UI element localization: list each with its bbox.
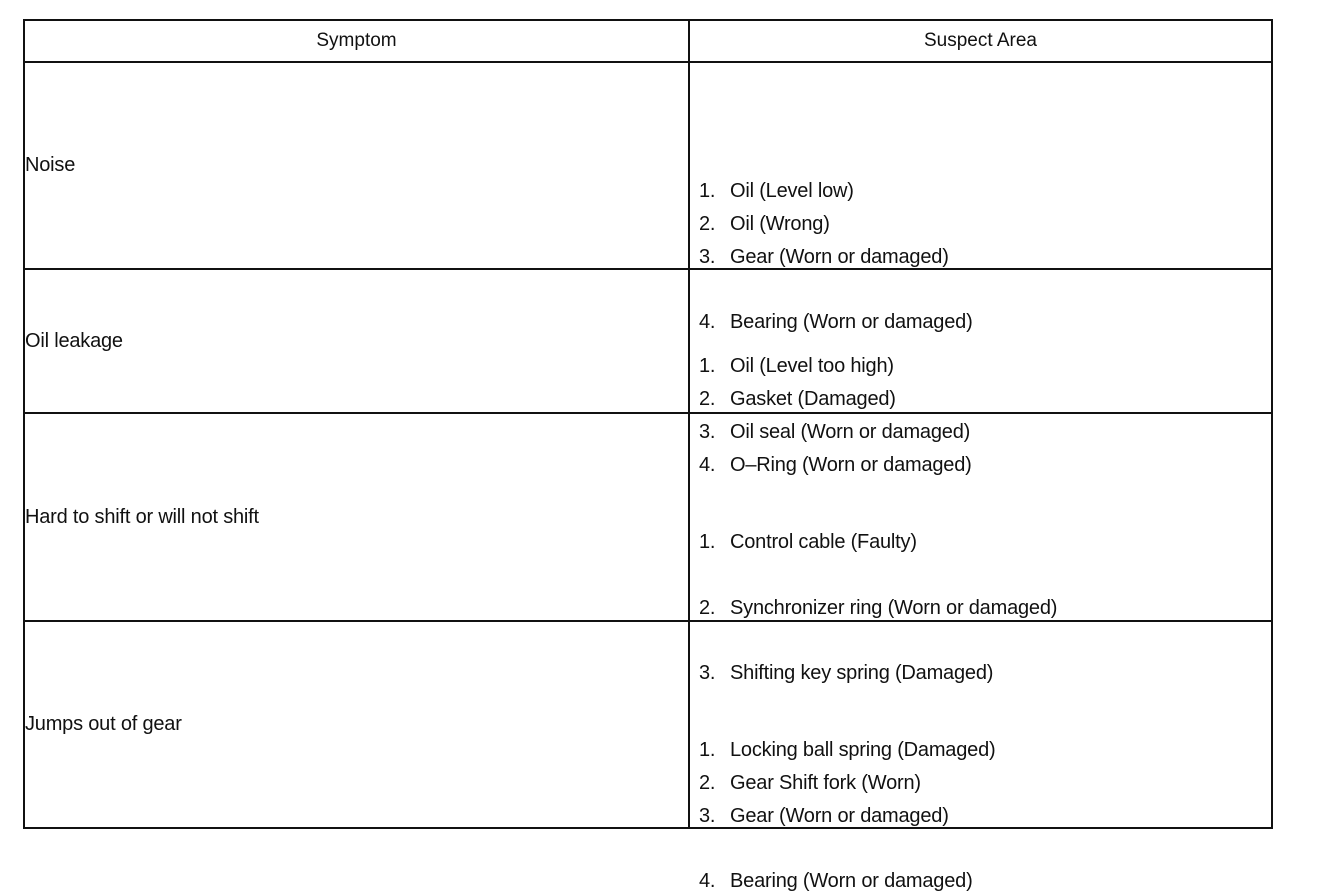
symptom-cell: Hard to shift or will not shift (24, 413, 689, 621)
list-item (699, 311, 973, 334)
list-item (699, 421, 970, 444)
item-number: 3. (699, 245, 716, 268)
item-number: 2. (699, 597, 716, 619)
item-text: Oil seal (Worn or damaged) (730, 421, 971, 443)
item-text: Bearing (Worn or damaged) (730, 869, 973, 892)
suspect-area-cell (689, 621, 1272, 892)
item-number: 4. (699, 454, 716, 476)
table-row (24, 621, 1272, 828)
item-text: Gasket (Damaged) (730, 388, 896, 410)
item-number: 3. (699, 804, 716, 827)
item-number: 1. (699, 531, 716, 553)
item-text: Locking ball spring (Damaged) (730, 738, 996, 761)
item-number: 4. (699, 869, 716, 892)
list-item (699, 662, 993, 685)
item-number: 2. (699, 212, 716, 235)
item-text: Oil (Level low) (730, 179, 854, 202)
item-text: Gear (Worn or damaged) (730, 245, 949, 268)
item-text: Shifting key spring (Damaged) (730, 662, 994, 684)
list-item (699, 805, 949, 828)
list-item (699, 213, 830, 236)
item-text: Synchronizer ring (Worn or damaged) (730, 597, 1058, 619)
suspect-area-cell (689, 413, 1272, 684)
symptom-header: Symptom (24, 20, 689, 62)
list-item (699, 772, 921, 795)
item-number: 3. (699, 662, 716, 684)
list-item (699, 531, 917, 554)
header-row (24, 20, 1272, 62)
troubleshooting-sheet (23, 19, 1271, 892)
item-number: 1. (699, 179, 716, 202)
item-text: Bearing (Worn or damaged) (730, 310, 973, 333)
table-row (24, 62, 1272, 269)
item-number: 2. (699, 388, 716, 410)
symptom-cell: Jumps out of gear (24, 621, 689, 828)
item-text: Gear Shift fork (Worn) (730, 771, 921, 794)
item-number: 1. (699, 738, 716, 761)
symptom-cell: Noise (24, 62, 689, 269)
list-item (699, 388, 896, 411)
item-text: Gear (Worn or damaged) (730, 804, 949, 827)
item-number: 3. (699, 421, 716, 443)
list-item (699, 355, 894, 378)
list-item (699, 454, 972, 477)
list-item (699, 870, 973, 893)
item-text: Oil (Wrong) (730, 212, 830, 235)
troubleshooting-table (23, 19, 1273, 892)
item-number: 4. (699, 310, 716, 333)
list-item (699, 597, 1057, 620)
suspect-area-cell (689, 269, 1272, 476)
table-row (24, 413, 1272, 621)
suspect-area-header: Suspect Area (689, 20, 1272, 62)
item-text: O–Ring (Worn or damaged) (730, 454, 972, 476)
suspect-area-cell (689, 62, 1272, 333)
list-item (699, 739, 995, 762)
item-number: 1. (699, 355, 716, 377)
symptom-cell: Oil leakage (24, 269, 689, 413)
item-text: Oil (Level too high) (730, 355, 894, 377)
list-item (699, 180, 854, 203)
table-row (24, 269, 1272, 413)
item-text: Control cable (Faulty) (730, 531, 917, 553)
list-item (699, 246, 949, 269)
item-number: 2. (699, 771, 716, 794)
